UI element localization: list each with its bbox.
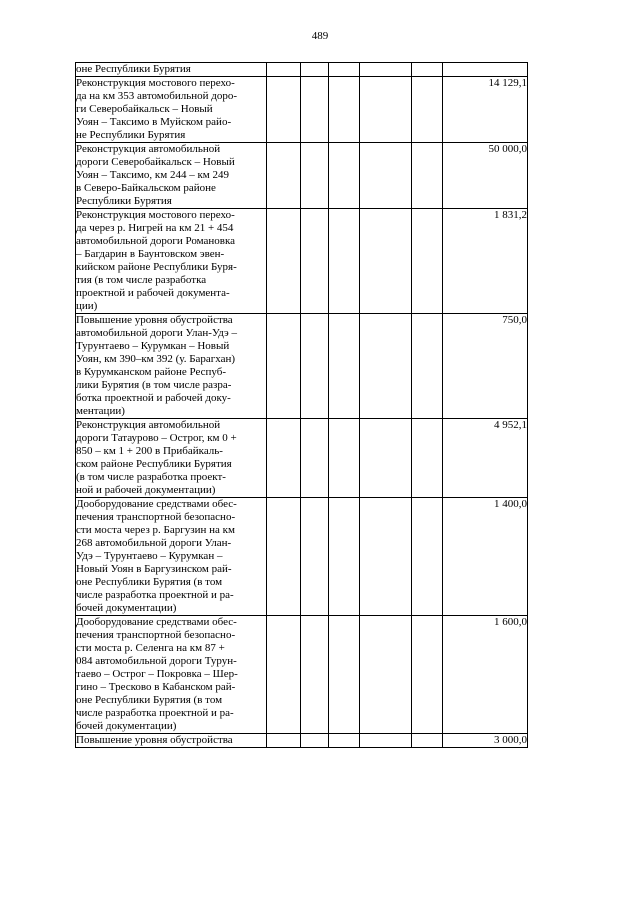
page-number: 489 xyxy=(311,30,329,42)
empty-cell xyxy=(267,209,301,314)
row-amount-cell: 14 129,1 xyxy=(443,77,528,143)
empty-cell xyxy=(412,209,443,314)
empty-cell xyxy=(360,419,412,498)
table-row xyxy=(76,314,528,419)
empty-cell xyxy=(412,77,443,143)
row-name-cell: Дооборудование средствами обес- печения транспортной безопасно- сти моста р. Селенга на км 87 + 084 автомобильной дороги Турун- таево – Острог – Покровка – Шер- гино – Тресково в Кабанском рай- оне Республики Бурятия (в том числе разработка проектной и ра- бочей документации) xyxy=(76,616,267,734)
empty-cell xyxy=(267,63,301,77)
empty-cell xyxy=(329,498,360,616)
empty-cell xyxy=(267,419,301,498)
table-row xyxy=(76,734,528,748)
table-row xyxy=(76,419,528,498)
empty-cell xyxy=(301,77,329,143)
row-amount-cell: 1 400,0 xyxy=(443,498,528,616)
row-name-cell: Повышение уровня обустройства автомобильной дороги Улан-Удэ – Турунтаево – Курумкан – Новый Уоян, км 390–км 392 (у. Барагхан) в Курумканском районе Респуб- лики Бурятия (в том числе разра- ботка проектной и рабочей доку- ментации) xyxy=(76,314,267,419)
empty-cell xyxy=(360,616,412,734)
row-name-cell: Реконструкция мостового перехо- да на км 353 автомобильной доро- ги Северобайкальск – Новый Уоян – Таксимо в Муйском райо- не Республики Бурятия xyxy=(76,77,267,143)
row-amount-cell: 750,0 xyxy=(443,314,528,419)
empty-cell xyxy=(412,63,443,77)
empty-cell xyxy=(301,419,329,498)
empty-cell xyxy=(267,616,301,734)
row-name-cell: Реконструкция мостового перехо- да через р. Нигрей на км 21 + 454 автомобильной дороги Романовка – Багдарин в Баунтовском эвен- кийском районе Республики Буря- тия (в том числе разработка проектной и рабочей документа- ции) xyxy=(76,209,267,314)
empty-cell xyxy=(329,143,360,209)
empty-cell xyxy=(360,143,412,209)
empty-cell xyxy=(301,143,329,209)
empty-cell xyxy=(301,734,329,748)
empty-cell xyxy=(360,734,412,748)
table-row xyxy=(76,77,528,143)
budget-table xyxy=(75,62,528,748)
empty-cell xyxy=(267,498,301,616)
empty-cell xyxy=(267,314,301,419)
empty-cell xyxy=(360,77,412,143)
empty-cell xyxy=(360,209,412,314)
empty-cell xyxy=(412,314,443,419)
empty-cell xyxy=(412,498,443,616)
empty-cell xyxy=(267,143,301,209)
empty-cell xyxy=(329,63,360,77)
empty-cell xyxy=(301,209,329,314)
empty-cell xyxy=(412,419,443,498)
row-name-cell: Повышение уровня обустройства xyxy=(76,734,267,748)
table-row xyxy=(76,498,528,616)
empty-cell xyxy=(412,734,443,748)
empty-cell xyxy=(301,314,329,419)
empty-cell xyxy=(360,63,412,77)
row-name-cell: Реконструкция автомобильной дороги Северобайкальск – Новый Уоян – Таксимо, км 244 – км 249 в Северо-Байкальском районе Республики Бурятия xyxy=(76,143,267,209)
table-row xyxy=(76,209,528,314)
empty-cell xyxy=(412,143,443,209)
row-name-cell: Реконструкция автомобильной дороги Татаурово – Острог, км 0 + 850 – км 1 + 200 в Прибайкаль- ском районе Республики Бурятия (в том числе разработка проект- ной и рабочей документации) xyxy=(76,419,267,498)
empty-cell xyxy=(329,314,360,419)
empty-cell xyxy=(329,419,360,498)
table-row xyxy=(76,616,528,734)
row-name-cell: оне Республики Бурятия xyxy=(76,63,267,77)
row-amount-cell xyxy=(443,63,528,77)
table-row xyxy=(76,63,528,77)
empty-cell xyxy=(267,77,301,143)
empty-cell xyxy=(301,63,329,77)
row-amount-cell: 1 600,0 xyxy=(443,616,528,734)
row-name-cell: Дооборудование средствами обес- печения транспортной безопасно- сти моста через р. Баргузин на км 268 автомобильной дороги Улан- Удэ – Турунтаево – Курумкан – Новый Уоян в Баргузинском рай- оне Республики Бурятия (в том числе разработка проектной и ра- бочей документации) xyxy=(76,498,267,616)
empty-cell xyxy=(329,734,360,748)
empty-cell xyxy=(329,209,360,314)
empty-cell xyxy=(360,314,412,419)
row-amount-cell: 3 000,0 xyxy=(443,734,528,748)
table-row xyxy=(76,143,528,209)
empty-cell xyxy=(412,616,443,734)
empty-cell xyxy=(360,498,412,616)
empty-cell xyxy=(301,616,329,734)
empty-cell xyxy=(329,616,360,734)
row-amount-cell: 4 952,1 xyxy=(443,419,528,498)
row-amount-cell: 50 000,0 xyxy=(443,143,528,209)
empty-cell xyxy=(301,498,329,616)
empty-cell xyxy=(329,77,360,143)
row-amount-cell: 1 831,2 xyxy=(443,209,528,314)
empty-cell xyxy=(267,734,301,748)
